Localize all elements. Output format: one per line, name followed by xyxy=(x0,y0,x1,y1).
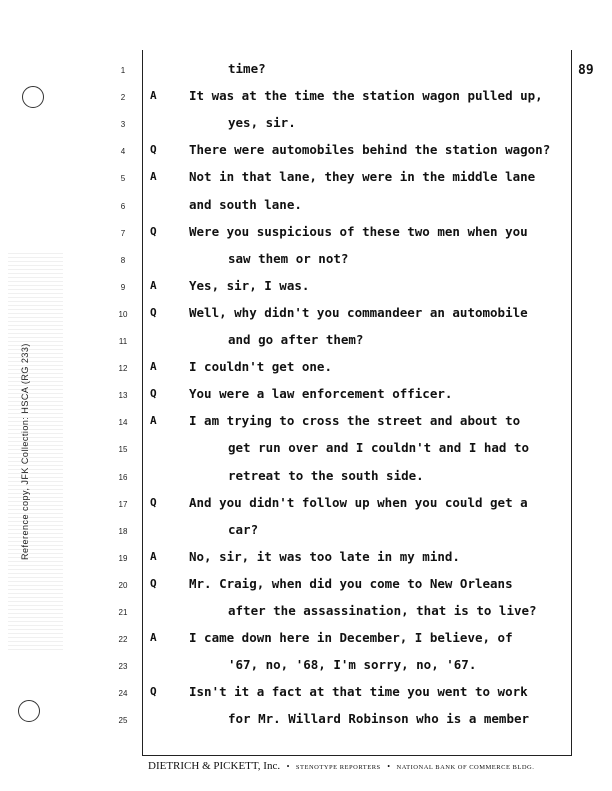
transcript-line xyxy=(0,248,612,274)
line-number: 13 xyxy=(118,391,128,401)
transcript-line xyxy=(0,85,612,111)
line-number: 22 xyxy=(118,635,128,645)
transcript-line xyxy=(0,139,612,165)
transcript-line xyxy=(0,112,612,138)
page-number: 89 xyxy=(578,63,594,78)
line-text: I am trying to cross the street and about to xyxy=(189,413,521,429)
speaker-label: A xyxy=(150,278,157,292)
transcript-line xyxy=(0,58,612,84)
line-number: 17 xyxy=(118,499,128,509)
line-text: yes, sir. xyxy=(228,115,296,131)
line-text: time? xyxy=(228,61,266,76)
speaker-label: Q xyxy=(150,495,157,509)
line-text: And you didn't follow up when you could get a xyxy=(189,494,528,510)
transcript-line xyxy=(0,221,612,247)
transcript-line xyxy=(0,194,612,220)
line-text: Well, why didn't you commandeer an automobile xyxy=(189,304,528,320)
line-number: 18 xyxy=(118,526,128,536)
line-text: You were a law enforcement officer. xyxy=(189,386,453,402)
transcript-line xyxy=(0,383,612,409)
line-text: car? xyxy=(228,521,259,537)
speaker-label: A xyxy=(150,89,157,103)
line-number: 23 xyxy=(118,662,128,672)
speaker-label: Q xyxy=(150,224,157,238)
line-text: for Mr. Willard Robinson who is a member xyxy=(228,711,530,727)
speaker-label: A xyxy=(150,170,157,184)
line-number: 21 xyxy=(118,608,128,617)
transcript-line xyxy=(0,708,612,734)
line-number: 12 xyxy=(118,364,128,374)
transcript-line xyxy=(0,465,612,491)
line-text: No, sir, it was too late in my mind. xyxy=(189,548,460,564)
line-text: '67, no, '68, I'm sorry, no, '67. xyxy=(228,657,477,673)
line-text: I couldn't get one. xyxy=(189,359,332,375)
line-text: I came down here in December, I believe, of xyxy=(189,630,513,646)
transcript-line xyxy=(0,681,612,707)
line-text: after the assassination, that is to live? xyxy=(228,603,537,618)
transcript-line xyxy=(0,166,612,192)
line-text: Not in that lane, they were in the middle lane xyxy=(189,169,536,185)
line-text: saw them or not? xyxy=(228,250,349,266)
transcript-line xyxy=(0,627,612,653)
transcript-line xyxy=(0,302,612,328)
speaker-label: Q xyxy=(150,305,157,319)
transcript-line xyxy=(0,275,612,301)
speaker-label: A xyxy=(150,360,157,374)
line-text: and south lane. xyxy=(189,196,302,212)
line-number: 24 xyxy=(118,689,128,699)
speaker-label: Q xyxy=(150,685,157,699)
transcript-line xyxy=(0,654,612,680)
speaker-label: A xyxy=(150,549,157,563)
transcript-line xyxy=(0,410,612,436)
speaker-label: A xyxy=(150,631,157,645)
footer-firm: DIETRICH & PICKETT, Inc. xyxy=(148,760,281,772)
line-number: 8 xyxy=(120,255,126,265)
speaker-label: Q xyxy=(150,576,157,590)
speaker-label: Q xyxy=(150,143,157,157)
transcript-line xyxy=(0,600,612,626)
line-text: It was at the time the station wagon pulled up, xyxy=(189,88,543,104)
line-number: 25 xyxy=(118,716,128,726)
line-number: 1 xyxy=(120,66,126,75)
line-text: Mr. Craig, when did you come to New Orleans xyxy=(189,575,513,591)
line-number: 5 xyxy=(120,174,126,184)
line-text: retreat to the south side. xyxy=(228,467,424,483)
line-number: 11 xyxy=(118,337,128,346)
line-number: 2 xyxy=(120,93,126,103)
transcript-line xyxy=(0,329,612,355)
transcript-line xyxy=(0,546,612,572)
line-text: There were automobiles behind the station wagon? xyxy=(189,142,551,158)
line-number: 7 xyxy=(120,228,126,238)
frame-bottom-rule xyxy=(142,755,572,756)
line-text: Yes, sir, I was. xyxy=(189,277,310,293)
line-number: 14 xyxy=(118,418,128,428)
transcript-line xyxy=(0,519,612,545)
transcript-line xyxy=(0,437,612,463)
line-number: 15 xyxy=(118,445,128,455)
speaker-label: Q xyxy=(150,387,157,401)
line-number: 16 xyxy=(118,472,128,482)
line-number: 9 xyxy=(120,282,126,292)
footer-separator: • xyxy=(387,762,390,771)
line-text: Were you suspicious of these two men when you xyxy=(189,223,528,239)
footer xyxy=(148,760,578,772)
line-text: Isn't it a fact at that time you went to work xyxy=(189,684,528,700)
transcript-line xyxy=(0,573,612,599)
line-text: and go after them? xyxy=(228,332,364,347)
transcript-line xyxy=(0,492,612,518)
footer-role: STENOTYPE REPORTERS xyxy=(295,764,381,771)
footer-address: NATIONAL BANK OF COMMERCE BLDG. xyxy=(396,764,535,771)
side-stamp: Reference copy, JFK Collection: HSCA (RG 233) xyxy=(20,343,30,560)
speaker-label: A xyxy=(150,414,157,428)
line-number: 19 xyxy=(118,553,128,563)
transcript-line xyxy=(0,356,612,382)
footer-separator: • xyxy=(286,762,290,771)
line-number: 20 xyxy=(118,580,128,590)
line-number: 6 xyxy=(120,201,126,211)
line-number: 4 xyxy=(120,147,126,157)
line-number: 3 xyxy=(120,120,126,130)
line-number: 10 xyxy=(118,309,128,319)
line-text: get run over and I couldn't and I had to xyxy=(228,440,530,456)
